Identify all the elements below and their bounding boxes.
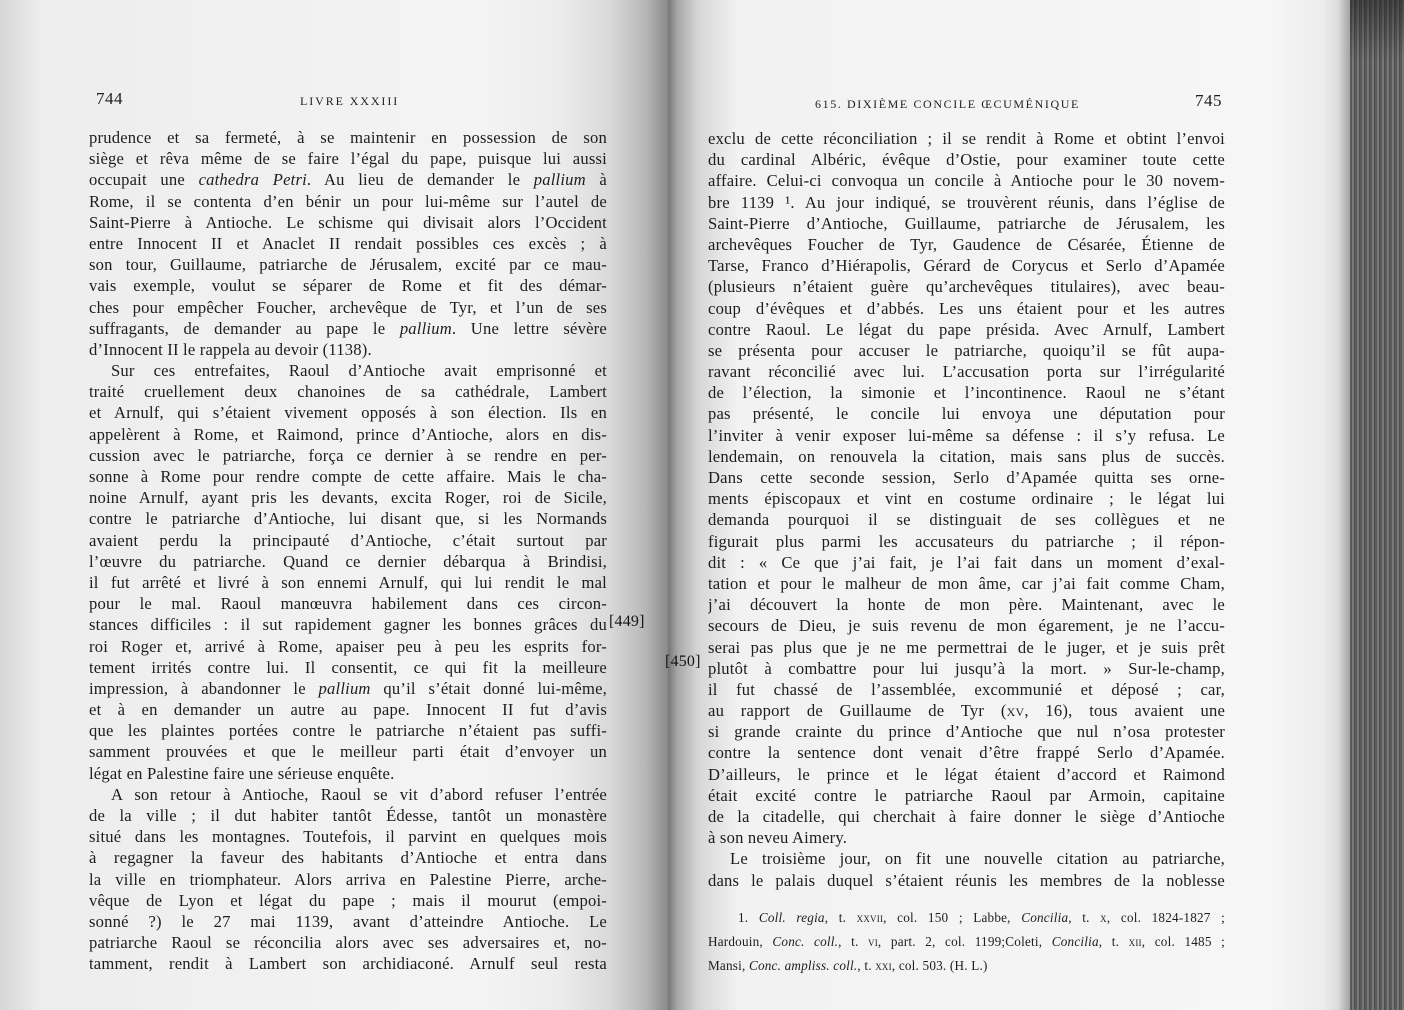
text-line: dit : « Ce que j’ai fait, je l’ai fait dans un moment d’exal- [708,552,1225,572]
text-line: plutôt à combattre pour lui jusqu’à la mort. » Sur-le-champ, [708,658,1225,678]
italic-run: Conc. coll. [772,934,839,949]
text-line: lendemain, on renouvela la citation, mais sans plus de succès. [708,446,1225,466]
text-run: , t. [1098,934,1129,949]
text-run: , 16), tous avaient une [1024,701,1225,721]
text-line: prudence et sa fermeté, à se maintenir en possession de son [89,128,607,147]
text-line: serai pas plus que je ne me permettrai de le juger, et je suis prêt [708,637,1225,657]
italic-run: pallium [318,678,371,698]
text-line: bre 1139 ¹. Au jour indiqué, se trouvèrent réunis, dans l’église de [708,192,1225,212]
text-line: Saint-Pierre d’Antioche, Guillaume, patriarche de Jérusalem, les [708,213,1225,233]
paragraph [708,128,1225,848]
page-edges [1350,0,1404,1010]
text-line: légat en Palestine faire une sérieuse enquête. [89,763,395,783]
text-line: Sur ces entrefaites, Raoul d’Antioche avait emprisonné et [111,361,607,381]
text-line [708,700,1225,721]
text-run: 1. [738,910,759,925]
small-caps-run: vi [868,934,878,949]
text-run: au rapport de Guillaume de Tyr ( [708,701,1007,721]
text-line: il fut chassé de l’assemblée, excommunié et déposé ; car, [708,679,1225,699]
paragraph [89,784,607,975]
text-run: Hardouin, [708,934,773,949]
small-caps-run: x [1100,910,1107,925]
text-line: ravant réconcilié avec lui. L’accusation porta sur l’irrégularité [708,362,1225,382]
text-line: contre la sentence dont venait d’être frappé Serlo d’Apamée. [708,743,1225,763]
text-line [89,318,607,339]
text-line: appelèrent à Rome, et Raimond, prince d’Antioche, alors en dis- [89,424,607,444]
italic-run: pallium [533,170,586,190]
text-run: , t. [857,958,876,973]
text-line: situé dans les montagnes. Toutefois, il parvint en quelques mois [89,827,607,847]
text-line: de la ville ; il dut habiter tantôt Édesse, tantôt un monastère [89,806,607,825]
text-line: ches pour empêcher Foucher, archevêque de Tyr, et l’un de ses [89,297,607,317]
margin-note: [449] [609,613,645,630]
text-line: tamment, rendit à Lambert son archidiaconé. Arnulf seul resta [89,954,607,974]
text-line: affaire. Celui-ci convoqua un concile à Antioche pour le 30 novem- [708,171,1225,191]
text-line [708,906,1225,930]
text-line: patriarche Raoul se réconcilia alors avec ses adversaires et, no- [89,933,607,953]
paragraph [708,848,1225,890]
small-caps-run: xxvii [856,910,884,925]
running-head: LIVRE XXXIII [300,94,400,108]
text-line [89,169,607,190]
text-run: , t. [824,910,857,925]
text-run: impression, à abandonner le [89,678,319,698]
text-line: (plusieurs n’étaient guère qu’archevêques titulaires), avec beau- [708,277,1225,297]
text-run: occupait une [89,170,199,190]
left-page-text [89,127,607,975]
text-line [708,930,1225,954]
text-line: contre Raoul. Le légat du pape présida. Avec Arnulf, Lambert [708,319,1225,339]
text-line: si grande crainte du prince d’Antioche que nul n’osa protester [708,722,1225,742]
text-line: demanda pourquoi il se distinguait de ses collègues et ne [708,510,1225,530]
text-line: cussion avec le patriarche, força ce dernier à se rendre en per- [89,445,607,465]
page-number: 745 [1195,91,1222,110]
text-line [89,678,607,699]
italic-run: Coll. regia [758,910,825,925]
text-line: noine Arnulf, ayant pris les devants, excita Roger, roi de Sicile, [89,488,607,508]
text-line: figurait plus parmi les accusateurs du patriarche ; il répon- [708,531,1225,551]
text-line: samment prouvées et que le meilleur parti était d’envoyer un [89,742,607,762]
text-line: sonne à Rome pour rendre compte de cette affaire. Mais le cha- [89,467,607,486]
italic-run: cathedra Petri [198,170,307,190]
text-run: à [585,170,607,190]
text-line [708,954,1225,978]
small-caps-run: xv [1006,701,1025,721]
text-line: exclu de cette réconciliation ; il se rendit à Rome et obtint l’envoi [708,129,1225,148]
small-caps-run: xii [1128,934,1142,949]
italic-run: Conc. ampliss. coll. [748,958,858,973]
text-line: tement irrités contre lui. Il consentit, ce qui fit la meilleure [89,657,607,677]
text-run: , col. 150 ; Labbe, [883,910,1022,925]
text-line: secours de Dieu, je suis revenu de mon égarement, je ne l’accu- [708,616,1225,636]
footnote [708,906,1225,978]
italic-run: Concilia [1051,934,1099,949]
text-line: se présenta pour accuser le patriarche, quoiqu’il se fût aupa- [708,340,1225,360]
text-line: tation et pour le malheur de mon âme, car j’ai fait comme Cham, [708,573,1225,593]
italic-run: Concilia [1021,910,1069,925]
text-line: Le troisième jour, on fit une nouvelle citation au patriarche, [730,849,1225,869]
page-number: 744 [96,89,123,108]
text-line: et à en demander un autre au pape. Innocent II fut d’avis [89,700,607,720]
text-line: ments épiscopaux et vint en costume ordinaire ; le légat lui [708,489,1225,509]
right-page-text [708,128,1225,891]
text-line: A son retour à Antioche, Raoul se vit d’abord refuser l’entrée [111,784,607,804]
text-line: d’Innocent II le rappela au devoir (1138). [89,339,372,359]
text-run: qu’il s’était donné lui-même, [370,678,607,698]
text-line: de l’élection, la simonie et l’incontinence. Raoul ne s’étant [708,383,1225,403]
text-line: j’ai découvert la honte de mon père. Maintenant, avec le [708,595,1225,615]
text-run: . Une lettre sévère [451,318,607,338]
text-run: . Au lieu de demander le [306,170,534,190]
text-line: siège et rêva même de se faire l’égal du pape, puisque lui aussi [89,149,607,169]
text-line: contre le patriarche d’Antioche, lui disant que, si les Normands [89,509,607,529]
text-run: , col. 1485 ; [1141,934,1225,949]
text-run: , col. 1824-1827 ; [1106,910,1225,925]
text-line: il fut arrêté et livré à son ennemi Arnulf, qui lui rendit le mal [89,572,607,592]
text-line: à regagner la faveur des habitants d’Antioche et entra dans [89,848,607,868]
text-line: sonné ?) le 27 mai 1139, avant d’atteindre Antioche. Le [89,911,607,931]
small-caps-run: xxi [875,958,892,973]
text-run: , t. [838,934,869,949]
text-line: archevêques Foucher de Tyr, Gaudence de Césarée, Étienne de [708,234,1225,254]
text-line: et Arnulf, qui s’étaient vivement opposés à son élection. Ils en [89,403,607,423]
text-run: suffragants, de demander au pape le [89,318,400,338]
running-head: 615. DIXIÈME CONCILE ŒCUMÉNIQUE [815,97,1080,111]
text-run: , part. 2, col. 1199;Coleti, [877,934,1052,949]
text-line: était excité contre le patriarche Raoul par Armoin, capitaine [708,785,1225,805]
text-line: que les plaintes portées contre le patriarche n’étaient pas suffi- [89,721,607,741]
text-line: la ville en triomphateur. Alors arriva en Palestine Pierre, arche- [89,869,607,889]
text-line: avaient perdu la principauté d’Antioche, c’était surtout par [89,530,607,550]
text-line: Saint-Pierre à Antioche. Le schisme qui divisait alors l’Occident [89,212,607,232]
text-line: vais exemple, voulut se séparer de Rome et fit des démar- [89,276,607,296]
text-line: pour le mal. Raoul manœuvra habilement dans ces circon- [89,594,607,614]
italic-run: pallium [399,318,452,338]
text-line: entre Innocent II et Anaclet II rendait possibles ces excès ; à [89,233,607,253]
text-line: Rome, il se contenta d’en bénir un pour lui-même sur l’autel de [89,191,607,211]
paragraph [89,360,607,784]
text-line: l’œuvre du patriarche. Quand ce dernier débarqua à Brindisi, [89,551,607,571]
text-line: D’ailleurs, le prince et le légat étaient d’accord et Raimond [708,764,1225,784]
text-line: de la citadelle, qui cherchait à faire donner le siège d’Antioche [708,807,1225,826]
text-line: vêque de Lyon et légat du pape ; mais il mourut (empoi- [89,890,607,910]
text-line: Tarse, Franco d’Hiérapolis, Gérard de Corycus et Serlo d’Apamée [708,256,1225,276]
text-line: pas présenté, le concile lui envoya une députation pour [708,404,1225,424]
text-run: , t. [1068,910,1101,925]
text-line: coup d’évêques et d’abbés. Les uns étaient pour et les autres [708,298,1225,318]
text-run: Mansi, [708,958,749,973]
text-line: roi Roger et, arrivé à Rome, apaiser peu à peu les esprits for- [89,636,607,656]
text-line: du cardinal Albéric, évêque d’Ostie, pour examiner toute cette [708,150,1225,170]
text-line: traité cruellement deux chanoines de sa cathédrale, Lambert [89,382,607,402]
text-run: , col. 503. (H. L.) [891,958,988,973]
text-line: l’inviter à venir exposer lui-même sa défense : il s’y refusa. Le [708,425,1225,445]
margin-note: [450] [665,653,701,670]
paragraph [89,127,607,360]
text-line: Dans cette seconde session, Serlo d’Apamée quitta ses orne- [708,468,1225,487]
text-line: son tour, Guillaume, patriarche de Jérusalem, excité par ce mau- [89,255,607,275]
text-line: à son neveu Aimery. [708,828,848,848]
text-line: stances difficiles : il sut rapidement gagner les bonnes grâces du [89,615,607,635]
text-line: dans le palais duquel s’étaient réunis les membres de la noblesse [708,870,1225,890]
